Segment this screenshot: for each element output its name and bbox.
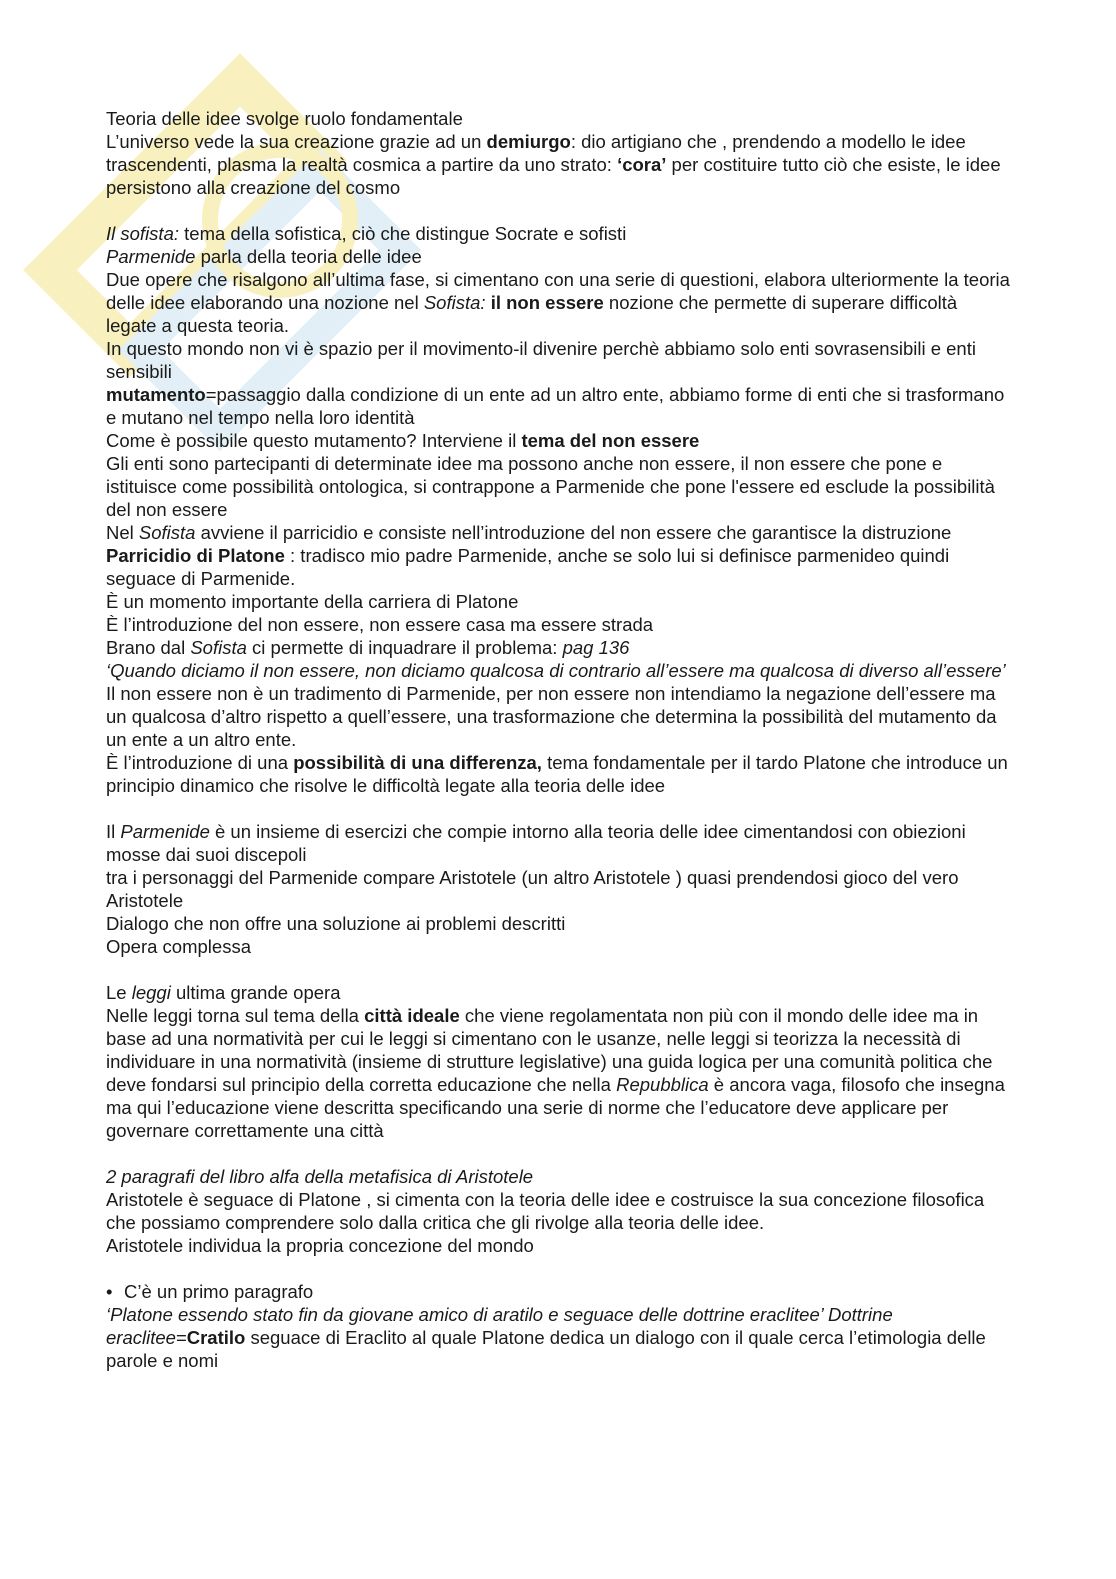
text-run: seguace di Eraclito al quale Platone dedica un dialogo con il quale cerca l’etimologia delle parole e nomi [106,1327,986,1371]
italic-text: ‘Quando diciamo il non essere, non diciamo qualcosa di contrario all’essere ma qualcosa di diverso all’essere’ [106,660,1006,681]
text-run: ci permette di inquadrare il problema: [246,637,563,658]
paragraph [106,1188,1011,1234]
italic-text: Sofista [138,522,196,543]
paragraph [106,222,1011,245]
text-run: che viene regolamentata non più con il mondo delle idee ma in base ad una normatività per cui le leggi si cimentano con le usanze, nelle leggi si teorizza la necessità di individuare in una normatività (insieme di strutture legislative) una guida logica per una comunità politica che deve fondarsi sul principio della corretta educazione che nella [106,1005,993,1095]
paragraph [106,429,1011,452]
paragraph [106,521,1011,544]
text-run: Il non essere non è un tradimento di Parmenide, per non essere non intendiamo la negazione dell’essere ma un qualcosa d’altro rispetto a quell’essere, una trasformazione che determina la possibilità del mutamento da un ente a un altro ente. [106,683,997,750]
bold-text: demiurgo [486,131,571,152]
italic-text: Sofista: [423,292,486,313]
bold-text: il non essere [490,292,604,313]
bold-text: Parricidio di Platone [106,545,285,566]
text-run: Le [106,982,132,1003]
text-run: È l’introduzione di una [106,752,294,773]
text-run: L’universo vede la sua creazione grazie ad un [106,131,487,152]
paragraph [106,590,1011,613]
italic-text: pag 136 [562,637,630,658]
text-run: : dio artigiano che , prendendo a modello le idee trascendenti, plasma la realtà cosmica a partire da uno strato: [106,131,966,175]
paragraph [106,130,1011,199]
bold-text: Cratilo [186,1327,246,1348]
paragraph-spacer [106,1142,1011,1165]
bold-text: mutamento [106,384,206,405]
paragraph [106,107,1011,130]
text-run: =passaggio dalla condizione di un ente ad un altro ente, abbiamo forme di enti che si trasformano e mutano nel tempo nella loro identità [106,384,1005,428]
italic-text: ‘Platone essendo stato fin da giovane amico di aratilo e seguace delle dottrine eraclitee’ Dottrine eraclitee [106,1304,893,1348]
paragraph [106,682,1011,751]
text-run: Nelle leggi torna sul tema della [106,1005,365,1026]
text-run: avviene il parricidio e consiste nell’introduzione del non essere che garantisce la distruzione [195,522,952,543]
paragraph [106,1280,1011,1303]
paragraph [106,866,1011,912]
italic-text: Sofista [190,637,247,658]
text-run: ultima grande opera [170,982,341,1003]
bold-text: possibilità di una differenza, [293,752,542,773]
paragraph [106,1004,1011,1142]
text-run: tra i personaggi del Parmenide compare Aristotele (un altro Aristotele ) quasi prendendosi gioco del vero Aristotele [106,867,959,911]
bold-text: città ideale [364,1005,460,1026]
text-run: Nel [106,522,139,543]
text-run: tema fondamentale per il tardo Platone che introduce un principio dinamico che risolve le difficoltà legate alla teoria delle idee [106,752,1008,796]
italic-text: Il sofista: [106,223,179,244]
paragraph [106,981,1011,1004]
paragraph [106,1303,1011,1372]
paragraph [106,751,1011,797]
text-run: Aristotele individua la propria concezione del mondo [106,1235,534,1256]
paragraph-spacer [106,797,1011,820]
text-run: Dialogo che non offre una soluzione ai problemi descritti [106,913,566,934]
text-run: tema della sofistica, ciò che distingue Socrate e sofisti [179,223,627,244]
paragraph [106,544,1011,590]
document-body [106,107,1011,1372]
paragraph [106,912,1011,935]
paragraph-spacer [106,1257,1011,1280]
paragraph [106,1234,1011,1257]
italic-text: Repubblica [616,1074,709,1095]
text-run: Opera complessa [106,936,251,957]
text-run: nozione che permette di superare difficoltà legate a questa teoria. [106,292,958,336]
bullet-icon: • [106,1281,113,1302]
paragraph [106,245,1011,268]
text-run: Brano dal [106,637,191,658]
text-run: per costituire tutto ciò che esiste, le idee persistono alla creazione del cosmo [106,154,1001,198]
paragraph [106,935,1011,958]
paragraph [106,452,1011,521]
paragraph [106,1165,1011,1188]
italic-text: Parmenide [106,246,196,267]
text-run: Aristotele è seguace di Platone , si cimenta con la teoria delle idee e costruisce la sua concezione filosofica che possiamo comprendere solo dalla critica che gli rivolge alla teoria delle idee. [106,1189,985,1233]
paragraph [106,636,1011,659]
paragraph [106,820,1011,866]
text-run: C’è un primo paragrafo [124,1281,314,1302]
text-run: parla della teoria delle idee [195,246,422,267]
text-run: Gli enti sono partecipanti di determinate idee ma possono anche non essere, il non essere che pone e istituisce come possibilità ontologica, si contrappone a Parmenide che pone l'essere ed esclude la possibilità del non essere [106,453,995,520]
text-run: è ancora vaga, filosofo che insegna ma qui l’educazione viene descritta specificando una serie di norme che l’educatore deve applicare per governare correttamente una città [106,1074,1005,1141]
text-run: In questo mondo non vi è spazio per il movimento-il divenire perchè abbiamo solo enti sovrasensibili e enti sensibili [106,338,976,382]
italic-text: leggi [131,982,171,1003]
paragraph [106,613,1011,636]
bold-text: ‘cora’ [617,154,667,175]
italic-text: 2 paragrafi del libro alfa della metafisica di Aristotele [106,1166,534,1187]
text-run: è un insieme di esercizi che compie intorno alla teoria delle idee cimentandosi con obiezioni mosse dai suoi discepoli [106,821,966,865]
paragraph [106,337,1011,383]
paragraph [106,659,1011,682]
text-run: = [175,1327,187,1348]
italic-text: Parmenide [120,821,210,842]
text-run: : tradisco mio padre Parmenide, anche se solo lui si definisce parmenideo quindi seguace di Parmenide. [106,545,950,589]
text-run: Il [106,821,121,842]
text-run: Come è possibile questo mutamento? Interviene il [106,430,522,451]
text-run: È l’introduzione del non essere, non essere casa ma essere strada [106,614,654,635]
text-run: È un momento importante della carriera di Platone [106,591,519,612]
text-run: Due opere che risalgono all’ultima fase, si cimentano con una serie di questioni, elabora ulteriormente la teoria delle idee elaborando una nozione nel [106,269,1010,313]
paragraph [106,268,1011,337]
bold-text: tema del non essere [521,430,700,451]
paragraph [106,383,1011,429]
paragraph-spacer [106,199,1011,222]
paragraph-spacer [106,958,1011,981]
text-run: Teoria delle idee svolge ruolo fondamentale [106,108,463,129]
